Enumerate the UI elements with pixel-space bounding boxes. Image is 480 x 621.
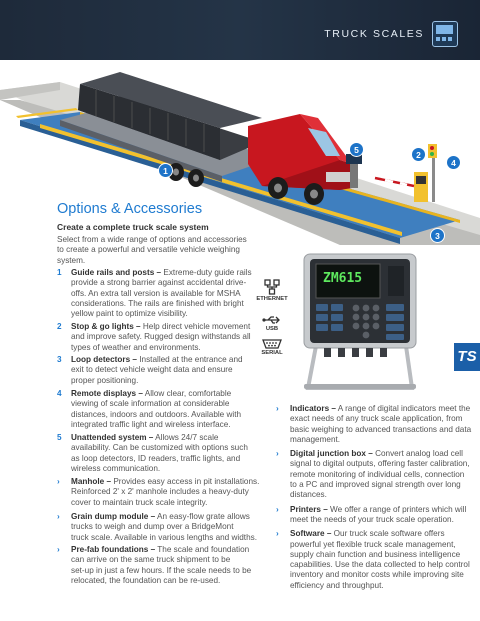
item-text: The scale and foundation [155,545,250,554]
item-text: inventory and monitor costs while improving site [290,570,464,580]
list-item [276,529,472,591]
item-marker: › [276,404,279,413]
item-text: wireless communication. [71,463,161,473]
item-title: Software – [290,529,332,539]
item-text: types of weather and environments. [71,342,201,352]
item-marker: › [276,504,279,514]
item-text: A range of digital indicators meet the [335,404,471,413]
item-text: distances, indoors and outdoors. Available with [71,409,242,419]
item-marker: › [276,449,279,459]
item-title: Digital junction box – [290,449,373,459]
item-text: Provides easy access in pit installations. [111,477,260,486]
item-text: powerful yet flexible truck scale management, [290,539,456,549]
item-text: Convert analog load cell [372,449,463,459]
item-title: Remote displays – [71,389,143,398]
item-text: trucks to weigh and dump over a BridgeMont [71,522,234,532]
item-text: considerations. The rails are finished with bright [71,298,244,308]
callout-1: 1 [158,163,173,178]
item-text: viewing of scale information at considerable [71,399,230,409]
callout-4: 4 [446,155,461,170]
item-marker: 2 [57,322,62,331]
item-text: exit to detect vehicle weight data and ensure [71,365,233,375]
item-title: Unattended system – [71,433,154,442]
header-band [0,0,480,60]
usb-label: USB [265,326,279,332]
item-text: Reinforced 2' x 2' manhole includes a heavy-duty [71,487,249,497]
item-marker: › [57,545,60,554]
item-marker: 5 [57,433,62,442]
ts-section-tab: TS [454,343,480,371]
item-text: management. [290,434,341,444]
item-text: meet the needs of your truck scale operation. [290,514,454,524]
item-text: integrated traffic light and wireless interface. [71,419,231,429]
item-title: Pre-fab foundations – [71,545,156,554]
item-text: yellow paint to optimize visibility. [71,309,188,319]
item-text: can arrive on the same truck shipment to be [71,555,231,565]
options-list-left [57,355,267,386]
list-item [57,545,267,586]
item-text: efficiency and throughput. [290,580,384,590]
item-text: capabilities. Use the data collected to help control [290,560,470,570]
ethernet-label: ETHERNET [256,296,288,302]
list-item [57,268,267,319]
item-marker: › [57,512,60,521]
list-item [57,322,267,353]
truck-scale-illustration [0,60,480,245]
item-title: Stop & go lights – [71,322,141,331]
item-text: and improve safety. Rugged design withstands all [71,332,251,342]
options-list-left [57,433,267,474]
options-list-left [57,389,267,430]
usb-badge [252,315,292,332]
item-text: Installed at the entrance and [136,355,243,364]
scale-indicator-icon [432,21,458,47]
item-text: cover to maintain truck scale integrity. [71,497,208,507]
indicator-display: ZM615 [323,271,363,286]
item-title: Grain dump module – [71,512,156,521]
header-title: TRUCK SCALES [324,28,424,40]
item-text: provide a strong barrier against accidental drive- [71,278,247,288]
item-text: remote monitoring of individual cells, connection [290,469,465,479]
options-list-left [57,477,267,508]
section-intro [57,235,247,266]
list-item [57,355,267,386]
zm615-indicator [294,250,426,390]
item-text: An easy-flow grate allows [155,512,250,521]
options-list-left [57,268,267,319]
item-text: proper positioning. [71,375,139,385]
list-item [57,512,267,543]
options-list-right [276,404,472,591]
list-item [57,477,267,508]
section-lead: Create a complete truck scale system [57,222,209,232]
item-text: distances. [290,490,327,500]
item-text: offs. An extra tall version is available for MSHA [71,288,241,298]
list-item [57,433,267,474]
item-text: availability. Can be customized with options such [71,443,248,453]
list-item [276,449,472,500]
item-text: signal to digital outputs, offering faster calibration, [290,459,470,469]
item-text: truck scale. Available in various lengths and widths. [71,532,257,542]
item-text: as loop detectors, ID readers, traffic lights, and [71,453,241,463]
item-title: Manhole – [71,477,112,486]
options-list-left [57,322,267,353]
callout-2: 2 [411,147,426,162]
intro-line: system. [57,255,86,265]
item-text: Our truck scale software offers [331,529,445,539]
item-text: Allows 24/7 scale [153,433,219,442]
section-title: Options & Accessories [57,201,203,217]
item-text: basic weighing to advanced transactions and data [290,424,472,434]
item-text: exact needs of any truck scale application, from [290,414,463,424]
item-text: set-up in just a few hours. If the scale needs to be [71,565,252,575]
intro-line: Select from a wide range of options and accessories [57,235,247,244]
ethernet-icon [263,279,281,295]
serial-port-icon [262,339,282,349]
list-item [276,404,472,445]
serial-badge [252,339,292,356]
item-title: Printers – [290,504,328,514]
item-marker: › [57,477,60,486]
callout-5: 5 [349,142,364,157]
list-item [276,505,472,526]
list-item [57,389,267,430]
ethernet-badge [252,279,292,302]
callout-3: 3 [430,228,445,243]
item-marker: › [276,529,279,539]
item-text: supply chain function and business intelligence [290,549,461,559]
item-title: Guide rails and posts – [71,268,162,277]
item-marker: 3 [57,355,62,364]
item-marker: 1 [57,268,62,277]
item-text: relocated, the foundation can be re-used. [71,575,221,585]
options-list-left [57,512,267,543]
item-text: Help direct vehicle movement [140,322,251,331]
serial-label: SERIAL [261,350,283,356]
intro-line: to create a powerful and versatile vehicle weighing [57,245,240,255]
item-text: Extreme-duty guide rails [161,268,252,277]
item-text: to a PC and improved signal strength over long [290,480,461,490]
item-title: Indicators – [290,404,336,413]
item-title: Loop detectors – [71,355,137,364]
item-text: Allow clear, comfortable [142,389,232,398]
usb-icon [262,315,282,325]
item-text: We offer a range of printers which will [327,504,467,514]
options-list-left [57,545,267,586]
item-marker: 4 [57,389,62,398]
